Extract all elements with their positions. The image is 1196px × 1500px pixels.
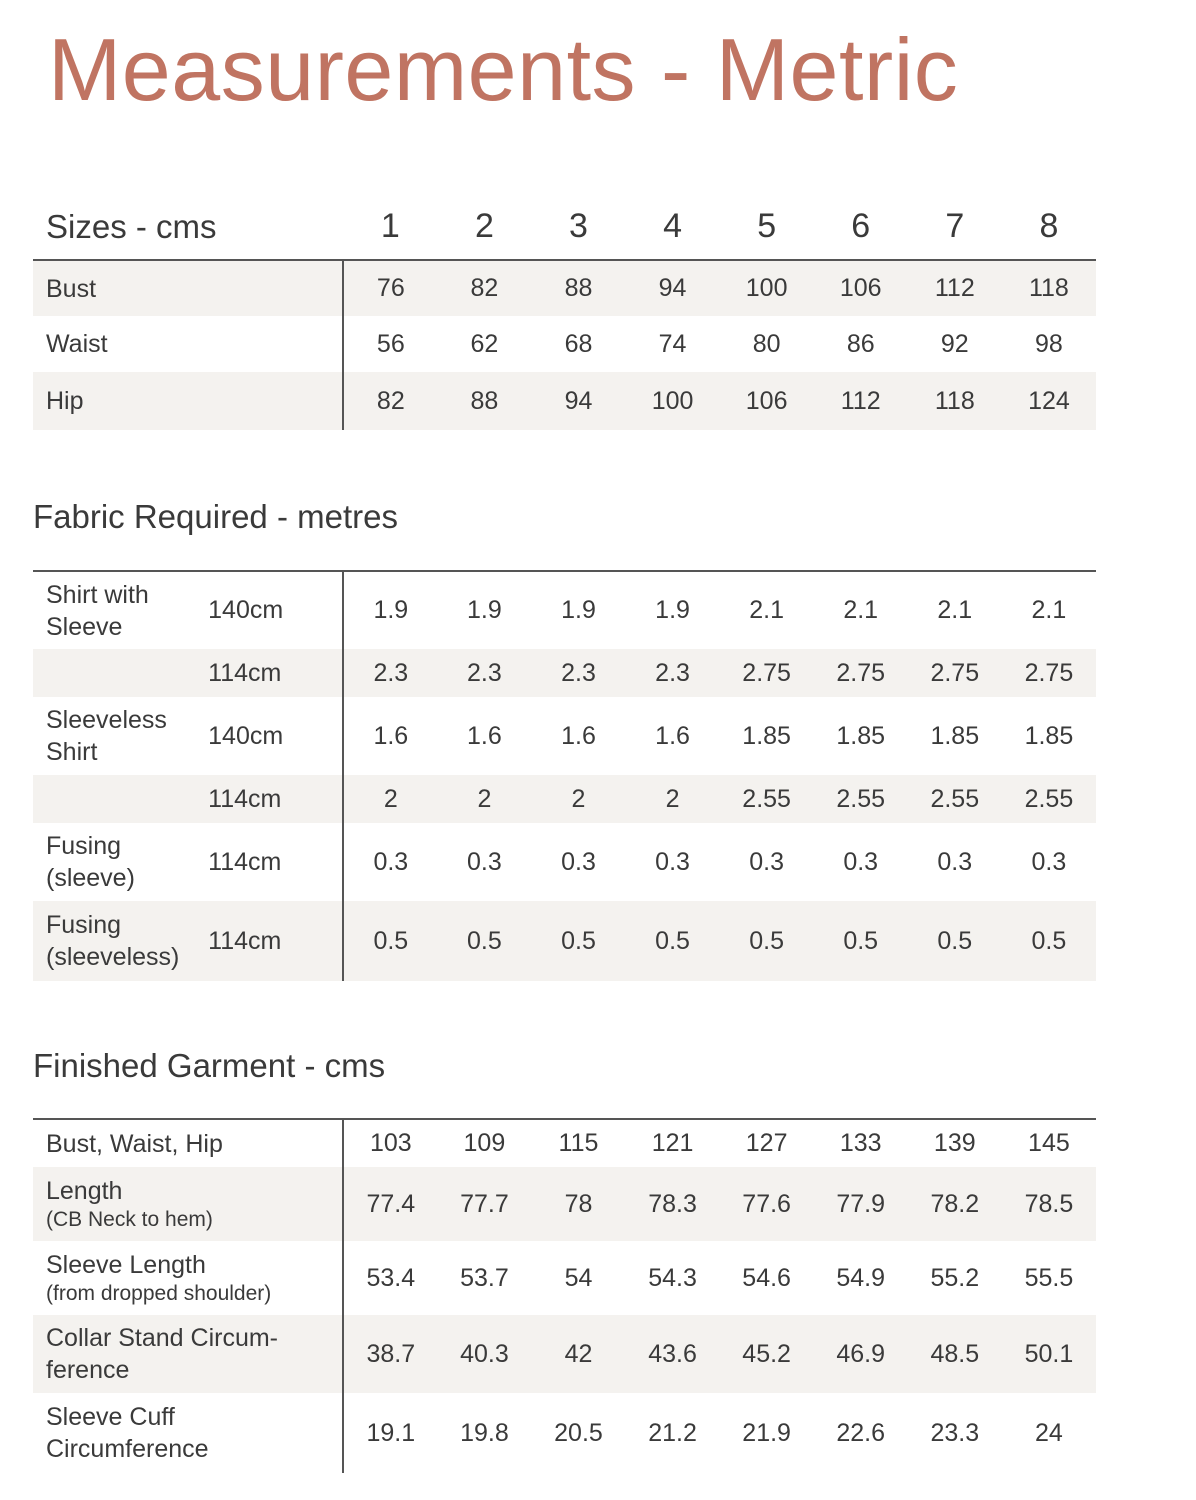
size-column-header: 4 (663, 207, 683, 245)
row-label-cell (33, 1241, 343, 1315)
table-cell: 1.85 (930, 721, 980, 750)
table-cell: 2.3 (343, 649, 437, 697)
table-cell: 2.55 (1002, 775, 1096, 823)
table-cell: 54 (564, 1263, 593, 1292)
finished-table (33, 1118, 1096, 1473)
table-cell: 1.6 (467, 721, 502, 750)
finished-row (33, 1315, 1096, 1393)
table-cell: 2.1 (814, 571, 908, 649)
table-cell: 53.4 (343, 1241, 437, 1315)
row-label-cell (33, 1315, 343, 1393)
table-cell: 109 (437, 1119, 531, 1167)
row-label: Bust (33, 260, 343, 316)
table-cell: 77.9 (814, 1167, 908, 1241)
table-cell: 74 (658, 329, 687, 358)
table-cell: 77.4 (343, 1167, 437, 1241)
row-label: Bust, Waist, Hip (46, 1129, 223, 1158)
row-label (33, 775, 208, 823)
table-cell: 82 (437, 260, 531, 316)
row-label-cell (33, 1393, 343, 1473)
table-cell: 53.7 (460, 1263, 509, 1292)
size-column-header: 3 (569, 207, 588, 245)
fabric-row (33, 697, 1096, 775)
table-cell: 1.85 (1024, 721, 1074, 750)
table-cell: 0.5 (531, 901, 625, 981)
table-cell: 77.6 (720, 1167, 814, 1241)
table-cell: 80 (752, 329, 781, 358)
table-cell: 55.5 (1024, 1263, 1074, 1292)
table-cell: 21.9 (742, 1418, 791, 1447)
table-cell: 2.55 (908, 775, 1002, 823)
table-cell: 0.3 (655, 847, 690, 876)
row-label: Shirt with Sleeve (33, 571, 208, 649)
row-label-cell (33, 1167, 343, 1241)
table-cell: 106 (814, 260, 908, 316)
table-cell: 2.1 (720, 571, 814, 649)
table-cell: 0.3 (561, 847, 596, 876)
table-cell: 100 (720, 260, 814, 316)
table-cell: 121 (626, 1119, 720, 1167)
table-cell: 1.6 (561, 721, 596, 750)
table-cell: 0.3 (1031, 847, 1067, 876)
row-label: Hip (33, 372, 343, 430)
table-cell: 19.1 (343, 1393, 437, 1473)
size-column-header: 1 (380, 207, 400, 245)
table-cell: 98 (1035, 329, 1063, 358)
fabric-heading: Fabric Required - metres (33, 498, 398, 535)
table-cell: 0.3 (343, 823, 437, 901)
measurement-row (33, 372, 1096, 430)
table-cell: 0.5 (720, 901, 814, 981)
size-column-header: 8 (1039, 207, 1059, 245)
table-cell: 2 (437, 775, 531, 823)
finished-row (33, 1393, 1096, 1473)
table-cell: 88 (531, 260, 625, 316)
table-cell: 2.75 (908, 649, 1002, 697)
table-cell: 0.3 (749, 847, 785, 876)
size-column-header: 5 (757, 207, 777, 245)
row-label (33, 649, 208, 697)
row-label: Sleeve Cuff Circumference (46, 1403, 209, 1463)
fabric-row (33, 823, 1096, 901)
table-cell: 48.5 (908, 1315, 1002, 1393)
table-cell: 45.2 (720, 1315, 814, 1393)
table-cell: 92 (940, 329, 969, 358)
size-column-header: 2 (474, 207, 494, 245)
table-cell: 21.2 (648, 1418, 697, 1447)
table-cell: 77.7 (437, 1167, 531, 1241)
table-cell: 2.75 (814, 649, 908, 697)
row-label: Sleeve Length (46, 1251, 206, 1279)
finished-heading: Finished Garment - cms (33, 1047, 386, 1084)
table-cell: 2 (343, 775, 437, 823)
table-cell: 2.1 (1002, 571, 1096, 649)
table-cell: 50.1 (1002, 1315, 1096, 1393)
table-cell: 55.2 (930, 1263, 980, 1292)
finished-row (33, 1167, 1096, 1241)
table-cell: 2.55 (720, 775, 814, 823)
table-cell: 78.3 (626, 1167, 720, 1241)
size-column-header: 6 (851, 207, 871, 245)
table-cell: 23.3 (930, 1418, 980, 1447)
table-cell: 94 (531, 372, 625, 430)
table-cell: 88 (437, 372, 531, 430)
table-cell: 76 (343, 260, 437, 316)
table-cell: 82 (343, 372, 437, 430)
row-note: (CB Neck to hem) (46, 1208, 213, 1231)
table-cell: 115 (531, 1119, 625, 1167)
table-cell: 54.9 (836, 1263, 886, 1292)
table-cell: 0.5 (626, 901, 720, 981)
fabric-row (33, 901, 1096, 981)
row-label: Waist (46, 330, 108, 358)
table-cell: 112 (908, 260, 1002, 316)
fabric-width: 114cm (208, 775, 343, 823)
table-cell: 0.5 (1002, 901, 1096, 981)
table-cell: 94 (626, 260, 720, 316)
table-cell: 38.7 (343, 1315, 437, 1393)
row-label: Fusing (sleeve) (46, 832, 135, 892)
table-cell: 86 (846, 329, 875, 358)
table-cell: 62 (470, 329, 499, 358)
table-cell: 2 (626, 775, 720, 823)
fabric-row (33, 775, 1096, 823)
table-cell: 78.5 (1002, 1167, 1096, 1241)
table-cell: 103 (343, 1119, 437, 1167)
table-cell: 42 (531, 1315, 625, 1393)
table-cell: 20.5 (554, 1418, 603, 1447)
table-cell: 1.9 (437, 571, 531, 649)
table-cell: 0.3 (467, 847, 502, 876)
fabric-table (33, 570, 1096, 981)
table-cell: 78 (531, 1167, 625, 1241)
table-cell: 2.75 (720, 649, 814, 697)
sizes-table (33, 194, 1096, 430)
fabric-width: 140cm (208, 571, 343, 649)
table-cell: 78.2 (908, 1167, 1002, 1241)
table-cell: 118 (908, 372, 1002, 430)
row-note: (from dropped shoulder) (46, 1282, 272, 1305)
fabric-row (33, 571, 1096, 649)
table-cell: 100 (626, 372, 720, 430)
table-cell: 2.55 (814, 775, 908, 823)
fabric-width: 140cm (208, 721, 284, 750)
finished-row (33, 1241, 1096, 1315)
table-cell: 1.9 (343, 571, 437, 649)
table-cell: 0.5 (343, 901, 437, 981)
fabric-width: 114cm (208, 901, 343, 981)
table-cell: 1.6 (343, 697, 437, 775)
table-cell: 133 (814, 1119, 908, 1167)
table-cell: 0.3 (937, 847, 973, 876)
table-cell: 1.85 (836, 721, 886, 750)
table-cell: 127 (720, 1119, 814, 1167)
row-label: Sleeveless Shirt (46, 706, 167, 766)
table-cell: 106 (720, 372, 814, 430)
table-cell: 2.3 (531, 649, 625, 697)
table-cell: 0.5 (908, 901, 1002, 981)
row-label: Collar Stand Circum-ference (46, 1324, 279, 1384)
table-cell: 2.1 (908, 571, 1002, 649)
table-cell: 2 (531, 775, 625, 823)
table-cell: 19.8 (460, 1418, 509, 1447)
row-label: Length (46, 1177, 123, 1205)
table-cell: 40.3 (437, 1315, 531, 1393)
table-cell: 54.6 (742, 1263, 791, 1292)
table-cell: 2.75 (1002, 649, 1096, 697)
fabric-width: 114cm (208, 847, 282, 876)
table-cell: 0.5 (814, 901, 908, 981)
table-cell: 22.6 (836, 1418, 886, 1447)
row-label: Fusing (sleeveless) (33, 901, 208, 981)
table-cell: 124 (1002, 372, 1096, 430)
table-cell: 2.3 (437, 649, 531, 697)
row-label-cell (33, 1119, 343, 1167)
measurement-row (33, 260, 1096, 316)
table-cell: 1.85 (742, 721, 791, 750)
measurement-row (33, 316, 1096, 372)
table-cell: 56 (343, 316, 437, 372)
table-cell: 1.9 (531, 571, 625, 649)
size-column-header: 7 (945, 207, 965, 245)
fabric-width: 114cm (208, 649, 343, 697)
table-cell: 54.3 (648, 1263, 697, 1292)
fabric-row (33, 649, 1096, 697)
table-cell: 112 (814, 372, 908, 430)
table-cell: 118 (1002, 260, 1096, 316)
sizes-header-row (33, 194, 1096, 260)
table-cell: 68 (564, 329, 593, 358)
table-cell: 0.3 (843, 847, 879, 876)
table-cell: 145 (1002, 1119, 1096, 1167)
table-cell: 139 (908, 1119, 1002, 1167)
table-cell: 0.5 (437, 901, 531, 981)
table-cell: 43.6 (626, 1315, 720, 1393)
finished-row (33, 1119, 1096, 1167)
sizes-heading: Sizes - cms (46, 207, 217, 245)
table-cell: 24 (1035, 1418, 1063, 1447)
table-cell: 1.9 (626, 571, 720, 649)
page-title: Measurements - Metric (48, 20, 959, 119)
table-cell: 1.6 (655, 721, 690, 750)
table-cell: 2.3 (626, 649, 720, 697)
table-cell: 46.9 (814, 1315, 908, 1393)
